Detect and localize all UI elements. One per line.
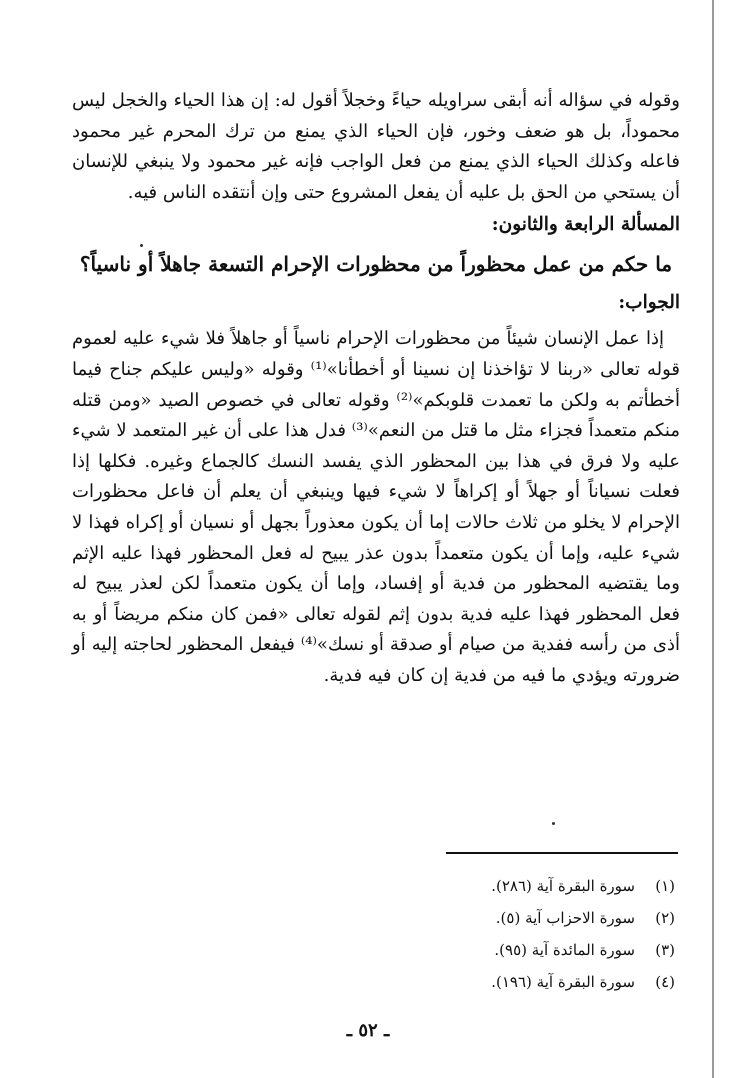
scan-speck: [552, 822, 555, 825]
answer-paragraph: إذا عمل الإنسان شيئاً من محظورات الإحرام ناسياً أو جاهلاً فلا شيء عليه لعموم قوله تعالى «ربنا لا تؤاخذنا إن نسينا أو أخطأنا»⁽¹⁾ وقوله «وليس عليكم جناح فيما أخطأتم به ولكن ما تعمدت قلوبكم»⁽²⁾ وقوله تعالى في خصوص الصيد «ومن قتله منكم متعمداً فجزاء مثل ما قتل من النعم»⁽³⁾ فدل هذا على أن غير المتعمد لا شيء عليه ولا فرق في هذا بين المحظور الذي يفسد النسك كالجماع وغيره. فكلها إذا فعلت نسياناً أو جهلاً أو إكراهاً لا شيء فيها وينبغي أن يعلم أن فاعل محظورات الإحرام لا يخلو من ثلاث حالات إما أن يكون معذوراً بجهل أو نسيان أو إكراه فهذا لا شيء عليه، وإما أن يكون متعمداً بدون عذر يبيح له فعل المحظور فهذا عليه الإثم وما يقتضيه المحظور من فدية أو إفساد، وإما أن يكون متعمداً لكن لعذر يبيح له فعل المحظور فهذا عليه فدية بدون إثم لقوله تعالى «فمن كان منكم مريضاً أو به أذى من رأسه ففدية من صيام أو صدقة أو نسك»⁽⁴⁾ فيفعل المحظور لحاجته إليه أو ضرورته ويؤدي ما فيه من فدية إن كان فيه فدية.: [72, 328, 681, 686]
footnote-item: [300, 902, 675, 934]
question-heading: ما حكم من عمل محظوراً من محظورات الإحرام التسعة جاهلاً أو ناسياً؟: [79, 252, 673, 277]
footnote-separator: [446, 852, 678, 854]
footnote-item: [300, 966, 675, 998]
footnote-text: سورة البقرة آية (١٩٦).: [491, 973, 635, 991]
footnote-list: [300, 870, 675, 998]
answer-label: الجواب:: [618, 292, 680, 314]
page-number: ـ ٥٢ ـ: [346, 1020, 390, 1041]
footnote-number: (٢): [655, 909, 675, 927]
footnote-item: [300, 934, 675, 966]
page-body: [72, 86, 680, 692]
page-edge-line: [712, 0, 714, 1078]
footnote-text: سورة البقرة آية (٢٨٦).: [491, 877, 635, 895]
footnote-number: (٤): [655, 973, 675, 991]
footnote-item: [300, 870, 675, 902]
issue-heading: المسألة الرابعة والثانون:: [491, 214, 680, 236]
footnote-number: (١): [655, 877, 675, 895]
continuation-paragraph: وقوله في سؤاله أنه أبقى سراويله حياءً وخجلاً أقول له: إن هذا الحياء والخجل ليس محموداً، بل هو ضعف وخور، فإن الحياء الذي يمنع من ترك المحرم غير محمود فاعله وكذلك الحياء الذي يمنع من فعل الواجب فإنه غير محمود ولا ينبغي للإنسان أن يستحي من الحق بل عليه أن يفعل المشروع حتى وإن أنتقده الناس فيه.: [72, 90, 680, 203]
scan-speck: [140, 244, 143, 247]
footnote-number: (٣): [655, 941, 675, 959]
footnote-text: سورة المائدة آية (٩٥).: [494, 941, 635, 959]
footnote-text: سورة الاحزاب آية (٥).: [495, 909, 635, 927]
